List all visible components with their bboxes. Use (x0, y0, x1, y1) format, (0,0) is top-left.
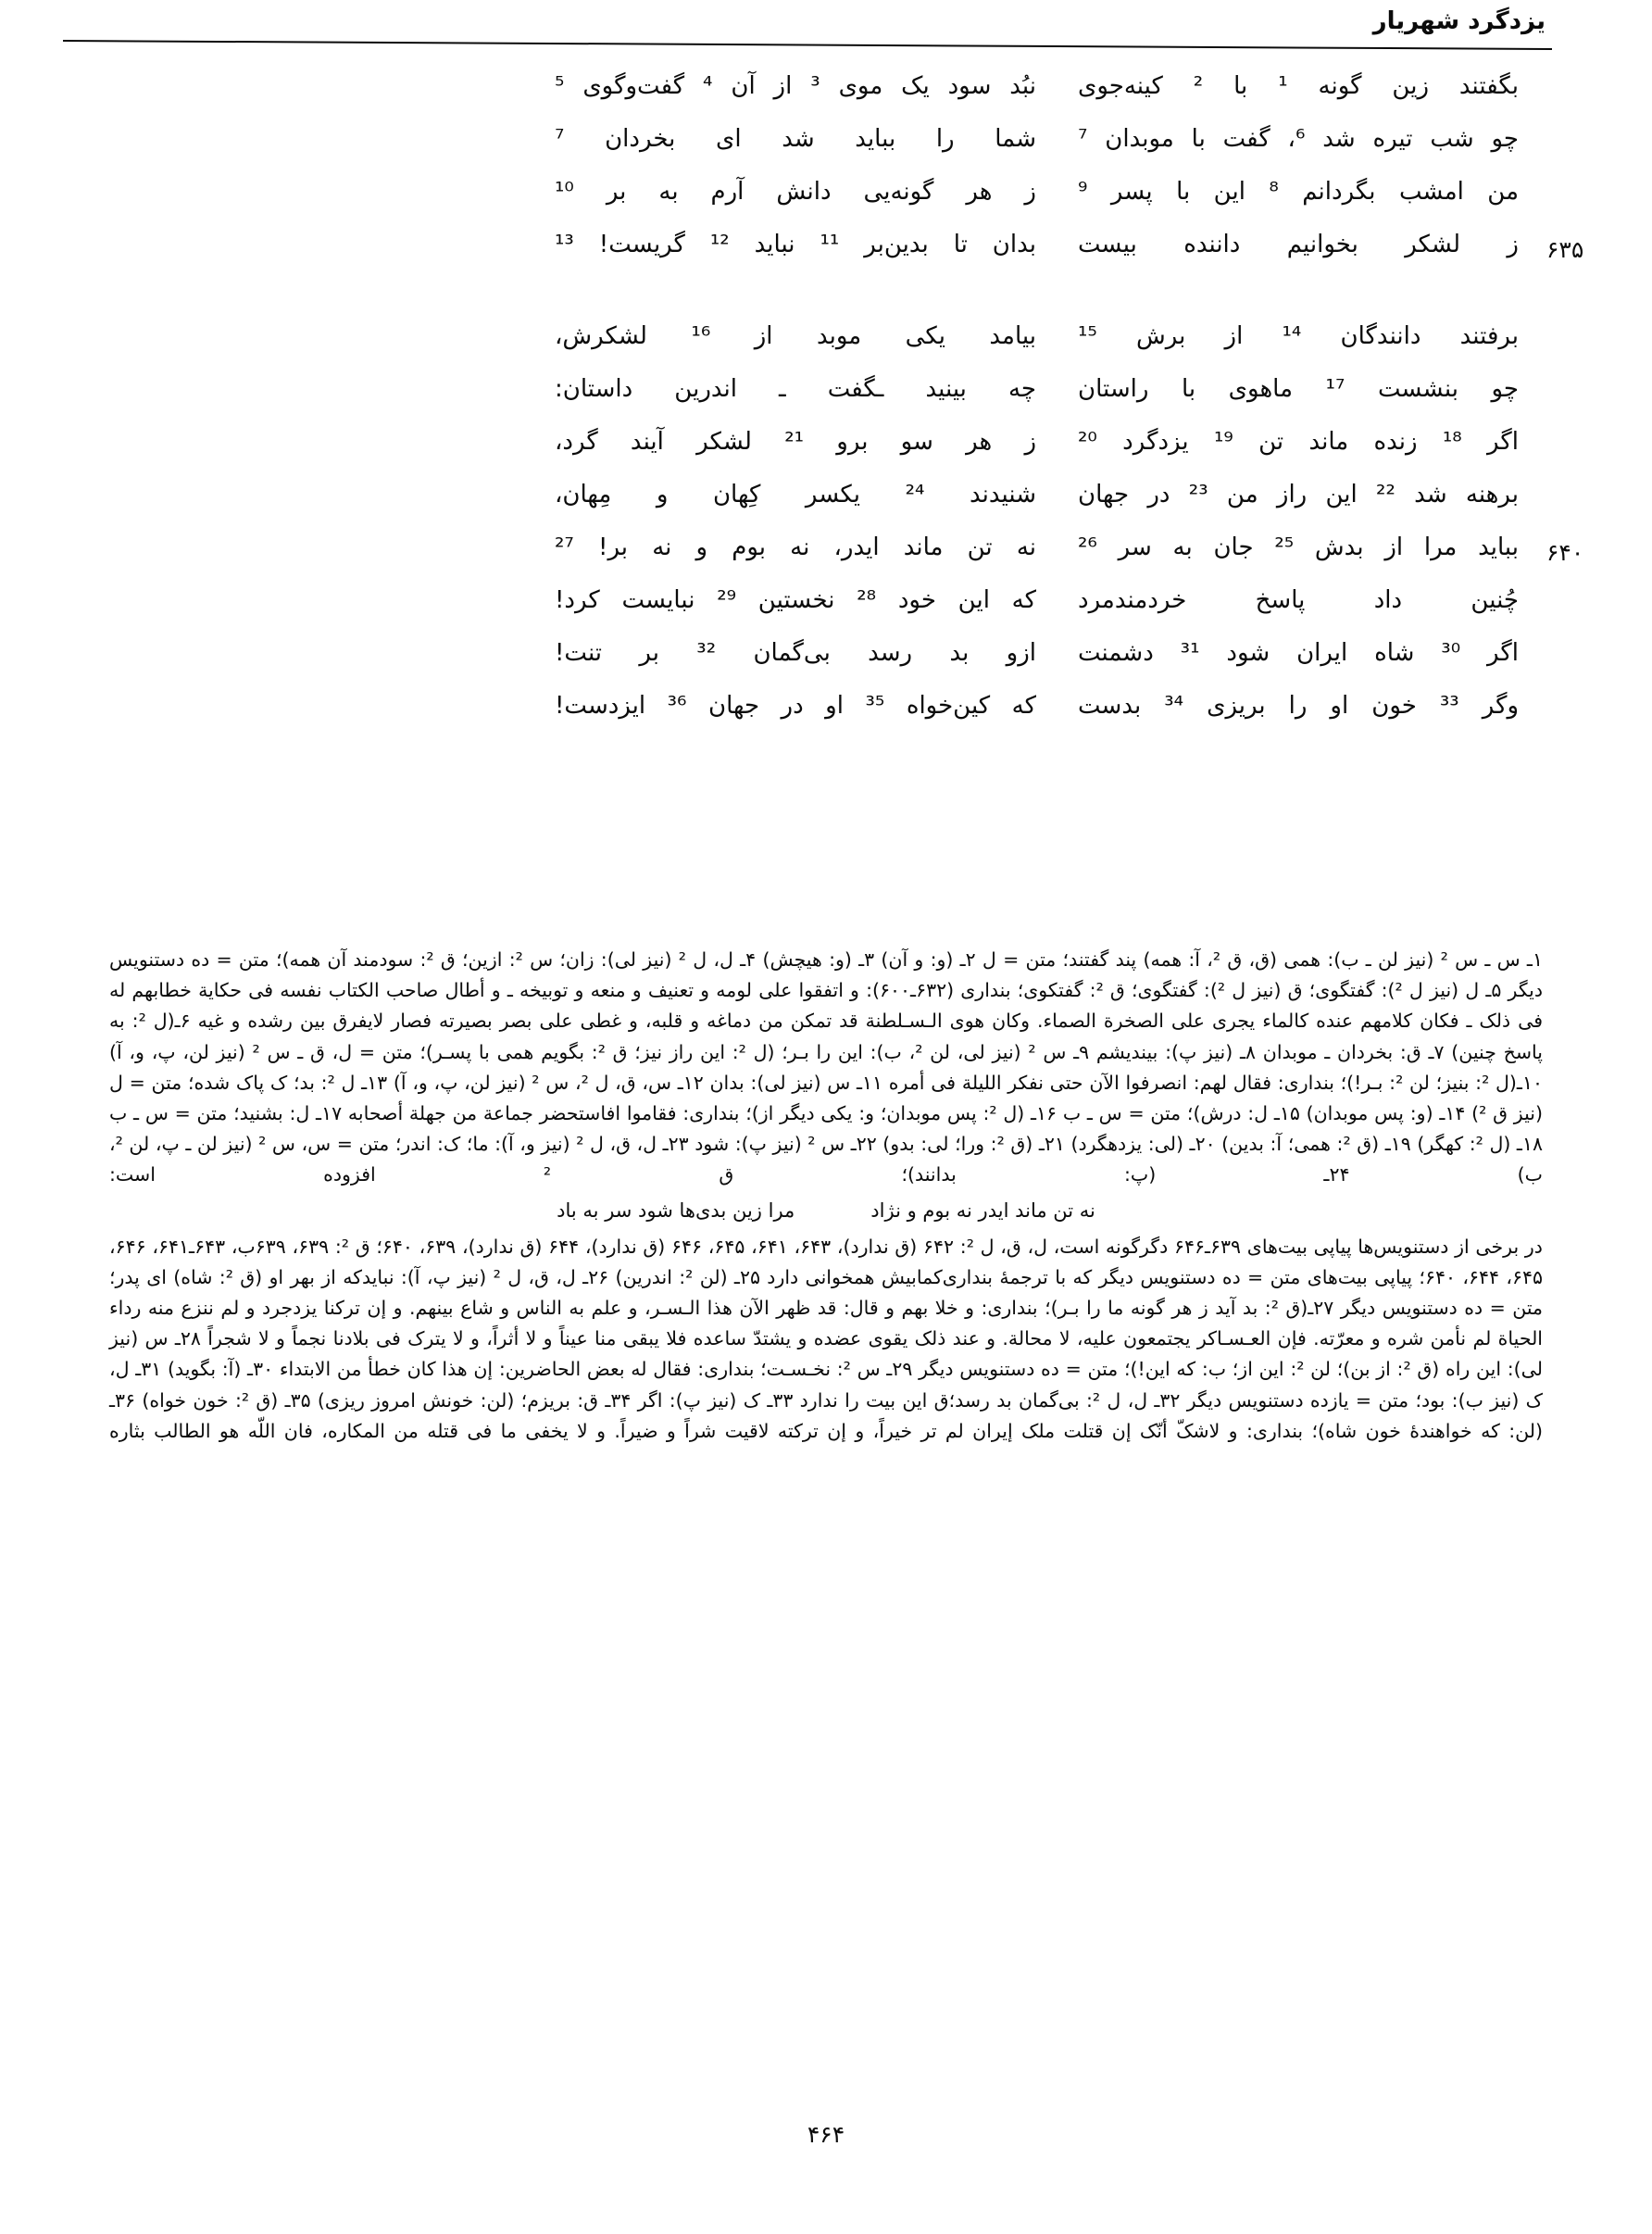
quoted-verse (109, 1195, 1543, 1226)
hemistich-second: ز هر سو برو ²¹ لشکر آیند گرد، (555, 428, 1036, 456)
hemistich-first: برفتند دانندگان ¹⁴ از برش ¹⁵ (1078, 322, 1519, 350)
hemistich-second: که کین‌خواه ³⁵ او در جهان ³⁶ ایزدست! (555, 692, 1037, 720)
hemistich-second: نه تن ماند ایدر، نه بوم و نه بر! ²⁷ (555, 533, 1036, 561)
verse-line (111, 586, 1541, 639)
hemistich-first: برهنه شد ²² این راز من ²³ در جهان (1078, 481, 1519, 508)
hemistich-first: اگر ¹⁸ زنده ماند تن ¹⁹ یزدگرد ²⁰ (1078, 428, 1519, 456)
hemistich-first: ز لشکر بخوانیم داننده بیست (1078, 231, 1519, 258)
hemistich-second: ز هر گونه‌یی دانش آرم به بر ¹⁰ (555, 178, 1036, 206)
hemistich-second: شنیدند ²⁴ یکسر کِهان و مِهان، (555, 481, 1036, 508)
hemistich-first: اگر ³⁰ شاه ایران شود ³¹ دشمنت (1078, 639, 1519, 667)
verse-line (111, 178, 1541, 231)
hemistich-first: چو شب تیره شد ⁶، گفت با موبدان ⁷ (1078, 125, 1519, 153)
hemistich-first: بباید مرا از بدش ²⁵ جان به سر ²⁶ (1078, 533, 1520, 561)
verse-line (111, 639, 1541, 692)
hemistich-second: نبُد سود یک موی ³ از آن ⁴ گفت‌وگوی ⁵ (555, 72, 1036, 100)
quoted-hemistich-second: نه تن ماند ایدر نه بوم و نژاد (870, 1199, 1095, 1222)
hemistich-second: بدان تا بدین‌بر ¹¹ نباید ¹² گریست! ¹³ (555, 231, 1036, 258)
verse-line (111, 692, 1541, 745)
verse-line (111, 375, 1541, 428)
hemistich-first: چو بنشست ¹⁷ ماهوی با راستان (1078, 375, 1519, 403)
verse-line (111, 125, 1541, 178)
hemistich-second: چه بینید ـگفت ـ اندرین داستان: (555, 375, 1036, 403)
hemistich-first: من امشب بگردانم ⁸ این با پسر ⁹ (1078, 178, 1519, 206)
verse-number: ۶۴۰ (1546, 539, 1584, 566)
hemistich-first: بگفتند زین گونه ¹ با ² کینه‌جوی (1078, 72, 1519, 100)
verse-line (111, 231, 1584, 283)
page-number: ۴۶۴ (807, 2121, 845, 2148)
verse-number: ۶۳۵ (1546, 236, 1584, 263)
hemistich-second: بیامد یکی موبد از ¹⁶ لشکرش، (555, 322, 1036, 350)
apparatus-block-2: در برخی از دستنویس‌ها پیاپی بیت‌های ۶۳۹ـ۶۴۶ دگرگونه است، ل، ق، ل ²: ۶۴۲ (ق ندارد)، ۶۴۳، ۶۴۱، ۶۴۵، ۶۴۶ (ق ندارد)، ۶۴۴ (ق ندارد)، ۶۳۹، ۶۴۰؛ ق ²: ۶۳۹، ۶۳۹ب، ۶۴۳ـ۶۴۱، ۶۴۶، ۶۴۵، ۶۴۴، ۶۴۰؛ پیاپی بیت‌های متن = ده دستنویس دیگر که با ترجمۀ بنداری‌کمابیش همخوانی دارد ۲۵ـ (لن ²: اندرین) ۲۶ـ ل، ق، ل ² (نیز پ، آ): نبایدکه از بهر او (ق ²: شاه) ای پدر؛ متن = ده دستنویس دیگر ۲۷ـ(ق ²: بد آید ز هر گونه ما را بـر)؛ بنداری: و خلا بهم و قال: قد ظهر الآن هذا الـسـر، و علم به الناس و شاع بینهم. و إن ترکنا یزدجرد و لم ننزع منه رداء الحیاة لم نأمن شره و معرّته. فإن العـسـاکر یجتمعون علیه، لا محالة. و عند ذلک یقوی عضده و یشتدّ ساعده فلا یبقی منا عیناً و لا أثراً، و لا یترک فی بلادنا نجماً و لا شجراً ۲۸ـ س (نیز لی): این راه (ق ²: از بن)؛ لن ²: این از؛ ب: که این!)؛ متن = ده دستنویس دیگر ۲۹ـ س ²: نخـسـت؛ بنداری: فقال له بعض الحاضرین: إن هذا کان خطأ من الابتداء ۳۰ـ (آ: بگوید) ۳۱ـ ل، ک (نیز ب): بود؛ متن = یازده دستنویس دیگر ۳۲ـ ل، ل ²: بی‌گمان بد رسد؛ق این بیت را ندارد ۳۳ـ ک (نیز پ): اگر ۳۴ـ ق: بریزم؛ (لن: خونش امروز ریزی) ۳۵ـ (ق ²: خون خواه) ۳۶ـ (لن: که خواهندۀ خون شاه)؛ بنداری: و لاشکّ أنّک إن قتلت ملک إیران لم تر خیراً، و إن ترکته لاقیت شراً و ضیراً. و لا یخفی ما فی قتله من المکاره، فان اللّه هو الطالب بثاره (109, 1235, 1544, 1442)
apparatus-block-1: ۱ـ س ـ س ² (نیز لن ـ ب): همی (ق، ق ²، آ: همه) پند گفتند؛ متن = ل ۲ـ (و: و آن) ۳ـ (و: هیچش) ۴ـ ل، ل ² (نیز لی): زان؛ س ²: ازین؛ ق ²: سودمند آن همه)؛ متن = ده دستنویس دیگر ۵ـ ل (نیز ل ²): گفتگوی؛ ق (نیز ل ²): گفتگوی؛ ق ²: گفتکوی؛ بنداری (۶۳۲ـ۶۰۰): و اتفقوا علی لومه و تعنیف و منعه و توبیخه ـ و أطال صاحب الکتاب نفسه فی حکایة خطابهم له فی ذلک ـ فکان کلامهم عنده کالماء یجری علی الصخرة الصماء. وکان هوی الـسـلطنة قد تمکن من دماغه و قلبه، و غطی علی بصر بصیرته فصار لایفرق بین رشده و غیه ۶ـ(ل ²: به پاسخ چنین) ۷ـ ق: بخردان ـ موبدان ۸ـ (نیز پ): بیندیشم ۹ـ س ² (نیز لی، لن ²، ب): این را بـر؛ (ل ²: این راز نیز؛ ق ²: بگویم همی با پسـر)؛ متن = ل، ق ـ س ² (نیز لن، پ، و، آ) ۱۰ـ(ل ²: بنیز؛ لن ²: بـر!)؛ بنداری: فقال لهم: انصرفوا الآن حتی نفکر اللیلة فی أمره ۱۱ـ س (نیز لی): بدان ۱۲ـ س، ق، ل ²، س ² (نیز لن، پ، و، آ) ۱۳ـ ل ²: بد؛ ک پاک شده؛ متن = ل (نیز ق ²) ۱۴ـ (و: پس موبدان) ۱۵ـ ل: درش)؛ متن = س ـ ب ۱۶ـ (ل ²: پس موبدان؛ و: یکی دیگر از)؛ بنداری: فقاموا افاستحضر جماعة من جهلة أصحابه ۱۷ـ ل: بشنید؛ متن = س ـ ب ۱۸ـ (ل ²: کهگر) ۱۹ـ (ق ²: همی؛ آ: بدین) ۲۰ـ (لی: یزدهگرد) ۲۱ـ (ق ²: ورا؛ لی: بدو) ۲۲ـ س ² (نیز پ): شود ۲۳ـ ل، ق، ل ² (نیز و، آ): ما؛ ک: اندر؛ متن = س، س ² (نیز لن ـ پ، لن ²، ب) ۲۴ـ (پ: بدانند)؛ ق ² افزوده است: (109, 948, 1544, 1186)
stanza-2 (111, 322, 1584, 745)
stanza-1 (111, 72, 1584, 283)
hemistich-second: ازو بد رسد بی‌گمان ³² بر تنت! (555, 639, 1036, 667)
verse-line (111, 322, 1541, 375)
verse-line (111, 533, 1584, 586)
hemistich-first: وگر ³³ خون او را بریزی ³⁴ بدست (1078, 692, 1519, 720)
verse-line (111, 72, 1541, 125)
hemistich-first: چُنین داد پاسخ خردمندمرد (1078, 586, 1519, 614)
running-header (0, 6, 1652, 70)
verse-line (111, 481, 1541, 533)
verse-area (111, 72, 1584, 772)
verse-line (111, 428, 1541, 481)
hemistich-second: که این خود ²⁸ نخستین ²⁹ نبایست کرد! (555, 586, 1037, 614)
chapter-title: یزدگرد شهریار (1372, 7, 1546, 35)
quoted-hemistich-first: مرا زین بدی‌ها شود سر به باد (557, 1199, 795, 1222)
critical-apparatus (109, 945, 1543, 1447)
hemistich-second: شما را بباید شد ای بخردان ⁷ (555, 125, 1036, 153)
header-rule (63, 40, 1552, 50)
